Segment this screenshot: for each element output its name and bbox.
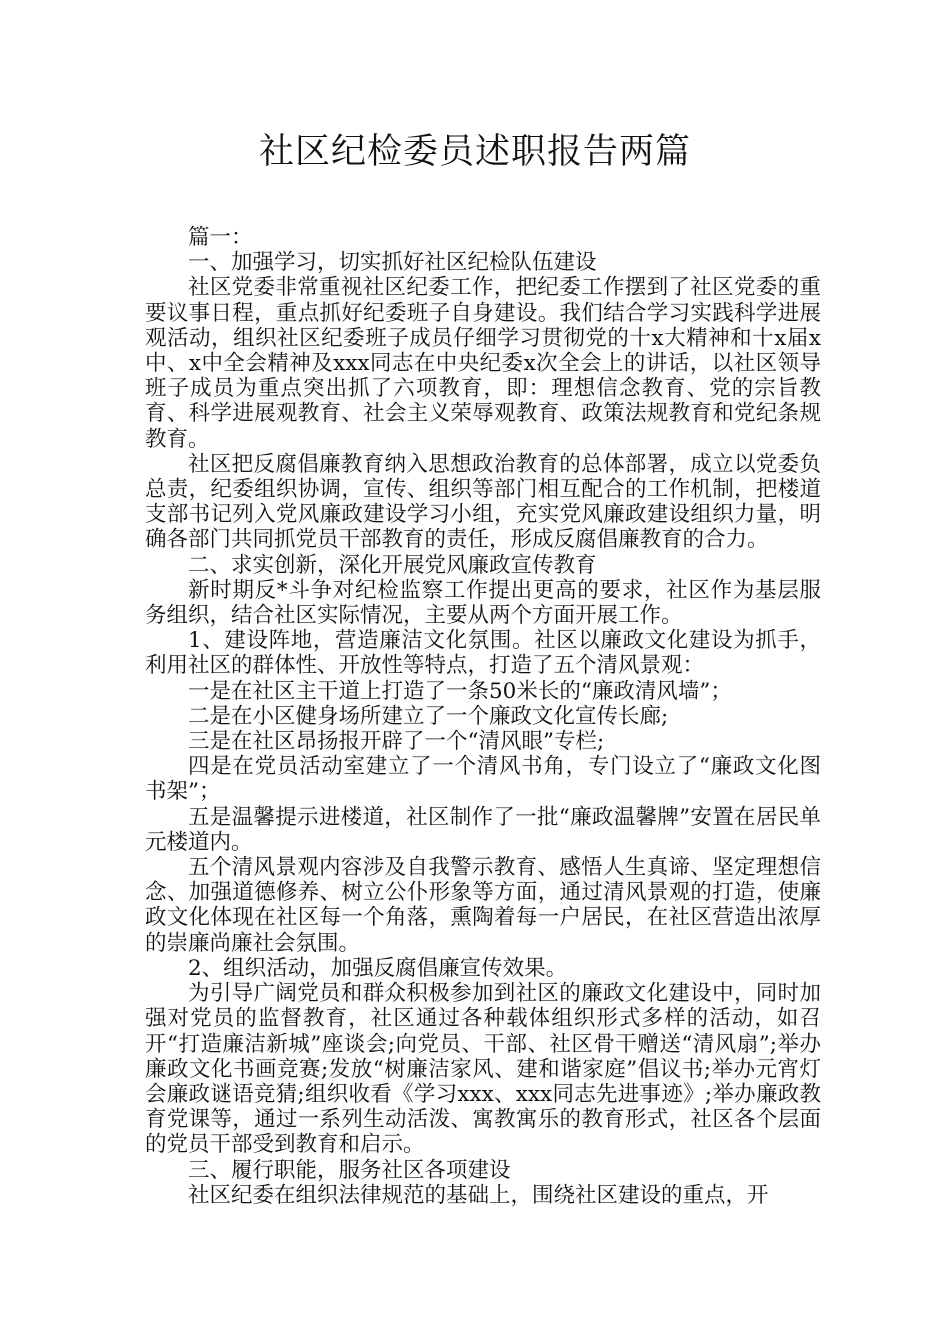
body-paragraph: 社区纪委在组织法律规范的基础上，围绕社区建设的重点，开 (188, 1182, 769, 1208)
body-paragraph: 社区党委非常重视社区纪委工作，把纪委工作摆到了社区党委的重要议事日程，重点抓好纪委班子自身建设。我们结合学习实践科学进展观活动，组织社区纪委班子成员仔细学习贯彻党的十x大精神和十x届x中、x中全会精神及xxx同志在中央纪委x次全会上的讲话，以社区领导班子成员为重点突出抓了六项教育，即：理想信念教育、党的宗旨教育、科学进展观教育、社会主义荣辱观教育、政策法规教育和党纪条规教育。 (145, 275, 821, 452)
list-item: 二是在小区健身场所建立了一个廉政文化宣传长廊; (188, 703, 669, 729)
subsection-heading: 2、组织活动，加强反腐倡廉宣传效果。 (188, 955, 568, 981)
section-heading: 三、履行职能，服务社区各项建设 (188, 1157, 511, 1183)
body-paragraph: 社区把反腐倡廉教育纳入思想政治教育的总体部署，成立以党委负总责，纪委组织协调，宣传、组织等部门相互配合的工作机制，把楼道支部书记列入党风廉政建设学习小组，充实党风廉政建设组织力量，明确各部门共同抓党员干部教育的责任，形成反腐倡廉教育的合力。 (145, 451, 821, 553)
document-body (145, 225, 821, 1208)
subsection-heading: 1、建设阵地，营造廉洁文化氛围。社区以廉政文化建设为抓手，利用社区的群体性、开放性等特点，打造了五个清风景观： (145, 628, 821, 679)
list-item: 五是温馨提示进楼道，社区制作了一批“廉政温馨牌”安置在居民单元楼道内。 (145, 804, 821, 855)
body-paragraph: 为引导广阔党员和群众积极参加到社区的廉政文化建设中，同时加强对党员的监督教育，社区通过各种载体组织形式多样的活动，如召开“打造廉洁新城”座谈会;向党员、干部、社区骨干赠送“清风扇”;举办廉政文化书画竞赛;发放“树廉洁家风、建和谐家庭”倡议书;举办元宵灯会廉政谜语竞猜;组织收看《学习xxx、xxx同志先进事迹》;举办廉政教育党课等，通过一系列生动活泼、寓教寓乐的教育形式，社区各个层面的党员干部受到教育和启示。 (145, 981, 821, 1158)
list-item: 一是在社区主干道上打造了一条50米长的“廉政清风墙”； (188, 678, 732, 704)
list-item: 四是在党员活动室建立了一个清风书角，专门设立了“廉政文化图书架”； (145, 754, 821, 805)
document-title: 社区纪检委员述职报告两篇 (258, 132, 691, 172)
list-item: 三是在社区昂扬报开辟了一个“清风眼”专栏; (188, 729, 605, 755)
body-paragraph: 五个清风景观内容涉及自我警示教育、感悟人生真谛、坚定理想信念、加强道德修养、树立公仆形象等方面，通过清风景观的打造，使廉政文化体现在社区每一个角落，熏陶着每一户居民，在社区营造出浓厚的崇廉尚廉社会氛围。 (145, 855, 821, 956)
section-heading: 二、求实创新，深化开展党风廉政宣传教育 (188, 552, 597, 578)
section-heading: 一、加强学习，切实抓好社区纪检队伍建设 (188, 250, 597, 276)
section-label: 篇一： (188, 225, 253, 250)
body-paragraph: 新时期反*斗争对纪检监察工作提出更高的要求，社区作为基层服务组织，结合社区实际情况，主要从两个方面开展工作。 (145, 577, 821, 629)
